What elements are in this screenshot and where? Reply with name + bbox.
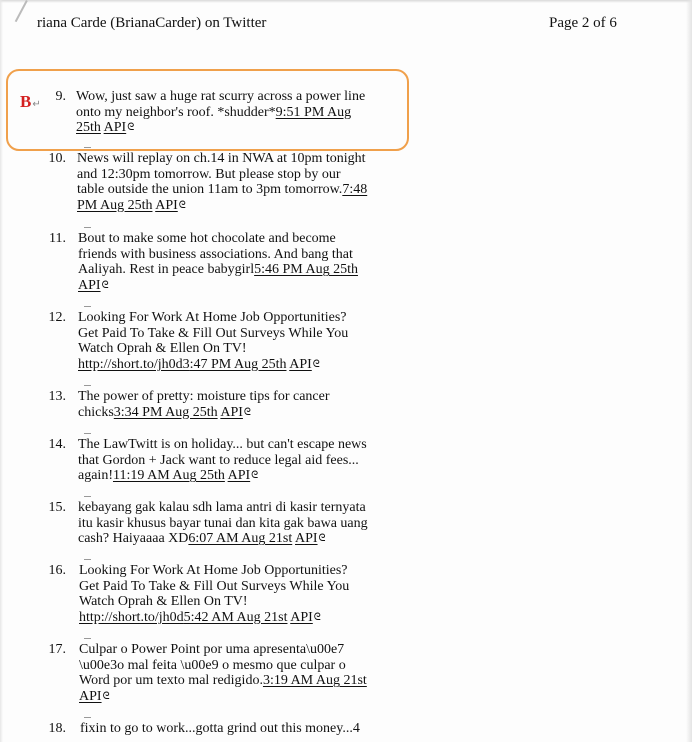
tweet-line: Wow, just saw a huge rat scurry across a power line bbox=[76, 89, 366, 104]
tweet-body bbox=[78, 500, 368, 547]
tweet-source-link[interactable]: APIᘓ bbox=[294, 531, 326, 547]
tweet-line bbox=[78, 531, 368, 547]
tweet-text: again! bbox=[78, 468, 113, 484]
tweet-number: 13. bbox=[48, 389, 66, 404]
tweet-source-link[interactable]: APIᘓ bbox=[290, 609, 321, 625]
tweet-body bbox=[77, 151, 367, 213]
tweet-line: kebayang gak kalau sdh lama antri di kasir ternyata bbox=[78, 500, 366, 515]
tweet-timestamp-link[interactable]: 7:48 bbox=[342, 182, 368, 198]
tweet-line: Watch Oprah & Ellen On TV! bbox=[79, 594, 248, 610]
tweet-line bbox=[78, 405, 330, 421]
separator-tick bbox=[84, 306, 91, 307]
tweet-number: 16. bbox=[48, 563, 66, 578]
tweet-line: Bout to make some hot chocolate and become bbox=[78, 231, 336, 246]
external-link-icon: ᘓ bbox=[251, 470, 259, 482]
separator-tick bbox=[84, 717, 91, 718]
external-link-icon: ᘓ bbox=[178, 199, 186, 211]
separator-tick bbox=[84, 559, 91, 560]
tweet-timestamp-link[interactable]: 25th bbox=[76, 120, 101, 136]
tweet-line bbox=[78, 357, 348, 373]
page-header-title: riana Carde (BrianaCarder) on Twitter bbox=[37, 15, 267, 31]
tweet-line bbox=[78, 262, 358, 278]
tweet-body bbox=[79, 563, 349, 625]
tweet-line bbox=[76, 105, 365, 121]
tweet-line bbox=[79, 610, 349, 626]
tweet-line: Get Paid To Take & Fill Out Surveys While You bbox=[79, 578, 350, 594]
tweet-text: chicks bbox=[78, 404, 114, 420]
annotation-marker-b bbox=[20, 92, 41, 112]
tweet-timestamp-link[interactable]: 9:51 PM Aug bbox=[275, 104, 352, 120]
tweet-text: onto my neighbor's roof. *shudder* bbox=[76, 104, 276, 120]
marker-letter: B bbox=[20, 92, 32, 111]
tweet-number: 9. bbox=[55, 89, 66, 104]
tweet-line: Looking For Work At Home Job Opportunities? bbox=[79, 563, 348, 578]
scan-edge-top bbox=[0, 0, 692, 3]
tweet-body bbox=[76, 89, 365, 136]
tweet-body bbox=[80, 721, 360, 737]
separator-tick bbox=[84, 227, 91, 228]
tweet-line bbox=[78, 468, 367, 484]
tweet-url-link[interactable]: http://short.to/jh0d3 bbox=[78, 356, 190, 372]
tweet-number: 15. bbox=[48, 500, 66, 515]
tweet-body bbox=[79, 642, 367, 704]
return-mark-icon: ↵ bbox=[32, 99, 41, 110]
separator-tick bbox=[84, 496, 91, 497]
tweet-number: 18. bbox=[48, 721, 66, 736]
external-link-icon: ᘓ bbox=[127, 122, 135, 134]
tweet-line: friends with business associations. And bang that bbox=[78, 246, 353, 262]
tweet-line: fixin to go to work...gotta grind out this money...4 bbox=[80, 721, 360, 736]
scan-edge-right bbox=[686, 0, 692, 742]
page-indicator: Page 2 of 6 bbox=[549, 15, 617, 31]
external-link-icon: ᘓ bbox=[312, 358, 320, 370]
tweet-text: Word por um texto mal redigido. bbox=[79, 673, 263, 689]
separator-tick bbox=[84, 147, 91, 148]
tweet-line bbox=[77, 198, 367, 214]
external-link-icon: ᘓ bbox=[102, 690, 110, 702]
external-link-icon: ᘓ bbox=[101, 279, 109, 291]
tweet-source-link[interactable]: APIᘓ bbox=[155, 197, 186, 213]
external-link-icon: ᘓ bbox=[243, 406, 251, 418]
tweet-timestamp-link[interactable]: 5:46 PM Aug 25th bbox=[254, 262, 358, 278]
tweet-line bbox=[78, 278, 358, 294]
tweet-text: cash? Haiyaaaa XD bbox=[78, 531, 189, 547]
tweet-timestamp-link[interactable]: 11:19 AM Aug 25th bbox=[112, 468, 225, 484]
tweet-line bbox=[76, 120, 365, 136]
tweet-line: Looking For Work At Home Job Opportunities? bbox=[78, 310, 347, 325]
tweet-source-link[interactable]: APIᘓ bbox=[79, 688, 110, 704]
tweet-source-link[interactable]: APIᘓ bbox=[103, 120, 135, 136]
tweet-line: itu kasir khusus bayar tunai dan kita gak bawa uang bbox=[78, 515, 368, 531]
tweet-timestamp-link[interactable]: 3:19 AM Aug 21st bbox=[262, 673, 367, 689]
tweet-timestamp-link[interactable]: :47 PM Aug 25th bbox=[189, 356, 287, 372]
tweet-source-link[interactable]: APIᘓ bbox=[78, 277, 109, 293]
tweet-line bbox=[77, 182, 367, 198]
tweet-body bbox=[78, 231, 358, 293]
tweet-line bbox=[79, 689, 367, 705]
tweet-line: \u00e3o mal feita \u00e9 o mesmo que culpar o bbox=[79, 657, 346, 673]
tweet-line: The LawTwitt is on holiday... but can't escape news bbox=[78, 437, 367, 452]
tweet-timestamp-link[interactable]: PM Aug 25th bbox=[77, 197, 153, 213]
tweet-timestamp-link[interactable]: 5:42 AM Aug 21st bbox=[183, 609, 288, 625]
tweet-line: and 12:30pm tomorrow. But please stop by our bbox=[77, 166, 341, 182]
tweet-line: News will replay on ch.14 in NWA at 10pm tonight bbox=[77, 151, 366, 166]
tweet-line bbox=[79, 673, 367, 689]
tweet-source-link[interactable]: APIᘓ bbox=[220, 404, 251, 420]
tweet-body bbox=[78, 437, 367, 484]
tweet-line: Watch Oprah & Ellen On TV! bbox=[78, 341, 247, 357]
tweet-line: The power of pretty: moisture tips for cancer bbox=[78, 389, 330, 404]
external-link-icon: ᘓ bbox=[313, 611, 321, 623]
separator-tick bbox=[84, 638, 91, 639]
tweet-url-link[interactable]: http://short.to/jh0d bbox=[79, 609, 184, 625]
tweet-number: 11. bbox=[49, 231, 66, 246]
tweet-number: 17. bbox=[48, 642, 66, 657]
external-link-icon: ᘓ bbox=[318, 533, 326, 545]
tweet-line: Culpar o Power Point por uma apresenta\u00e7 bbox=[79, 642, 345, 657]
tweet-source-link[interactable]: APIᘓ bbox=[227, 468, 259, 484]
scan-mark bbox=[15, 0, 28, 22]
separator-tick bbox=[84, 433, 91, 434]
tweet-timestamp-link[interactable]: 3:34 PM Aug 25th bbox=[113, 404, 218, 420]
tweet-body bbox=[78, 389, 330, 420]
tweet-source-link[interactable]: APIᘓ bbox=[289, 356, 320, 372]
tweet-body bbox=[78, 310, 348, 372]
scan-edge-left bbox=[0, 0, 3, 742]
tweet-line: Get Paid To Take & Fill Out Surveys While You bbox=[78, 325, 349, 341]
tweet-number: 10. bbox=[48, 151, 66, 166]
tweet-number: 14. bbox=[48, 437, 66, 452]
tweet-text: table outside the union 11am to 3pm tomorrow. bbox=[77, 182, 343, 198]
tweet-line: that Gordon + Jack want to reduce legal aid fees... bbox=[78, 452, 359, 468]
separator-tick bbox=[84, 385, 91, 386]
tweet-number: 12. bbox=[48, 310, 66, 325]
tweet-timestamp-link[interactable]: 6:07 AM Aug 21st bbox=[188, 531, 293, 547]
tweet-text: Aaliyah. Rest in peace babygirl bbox=[78, 262, 255, 278]
